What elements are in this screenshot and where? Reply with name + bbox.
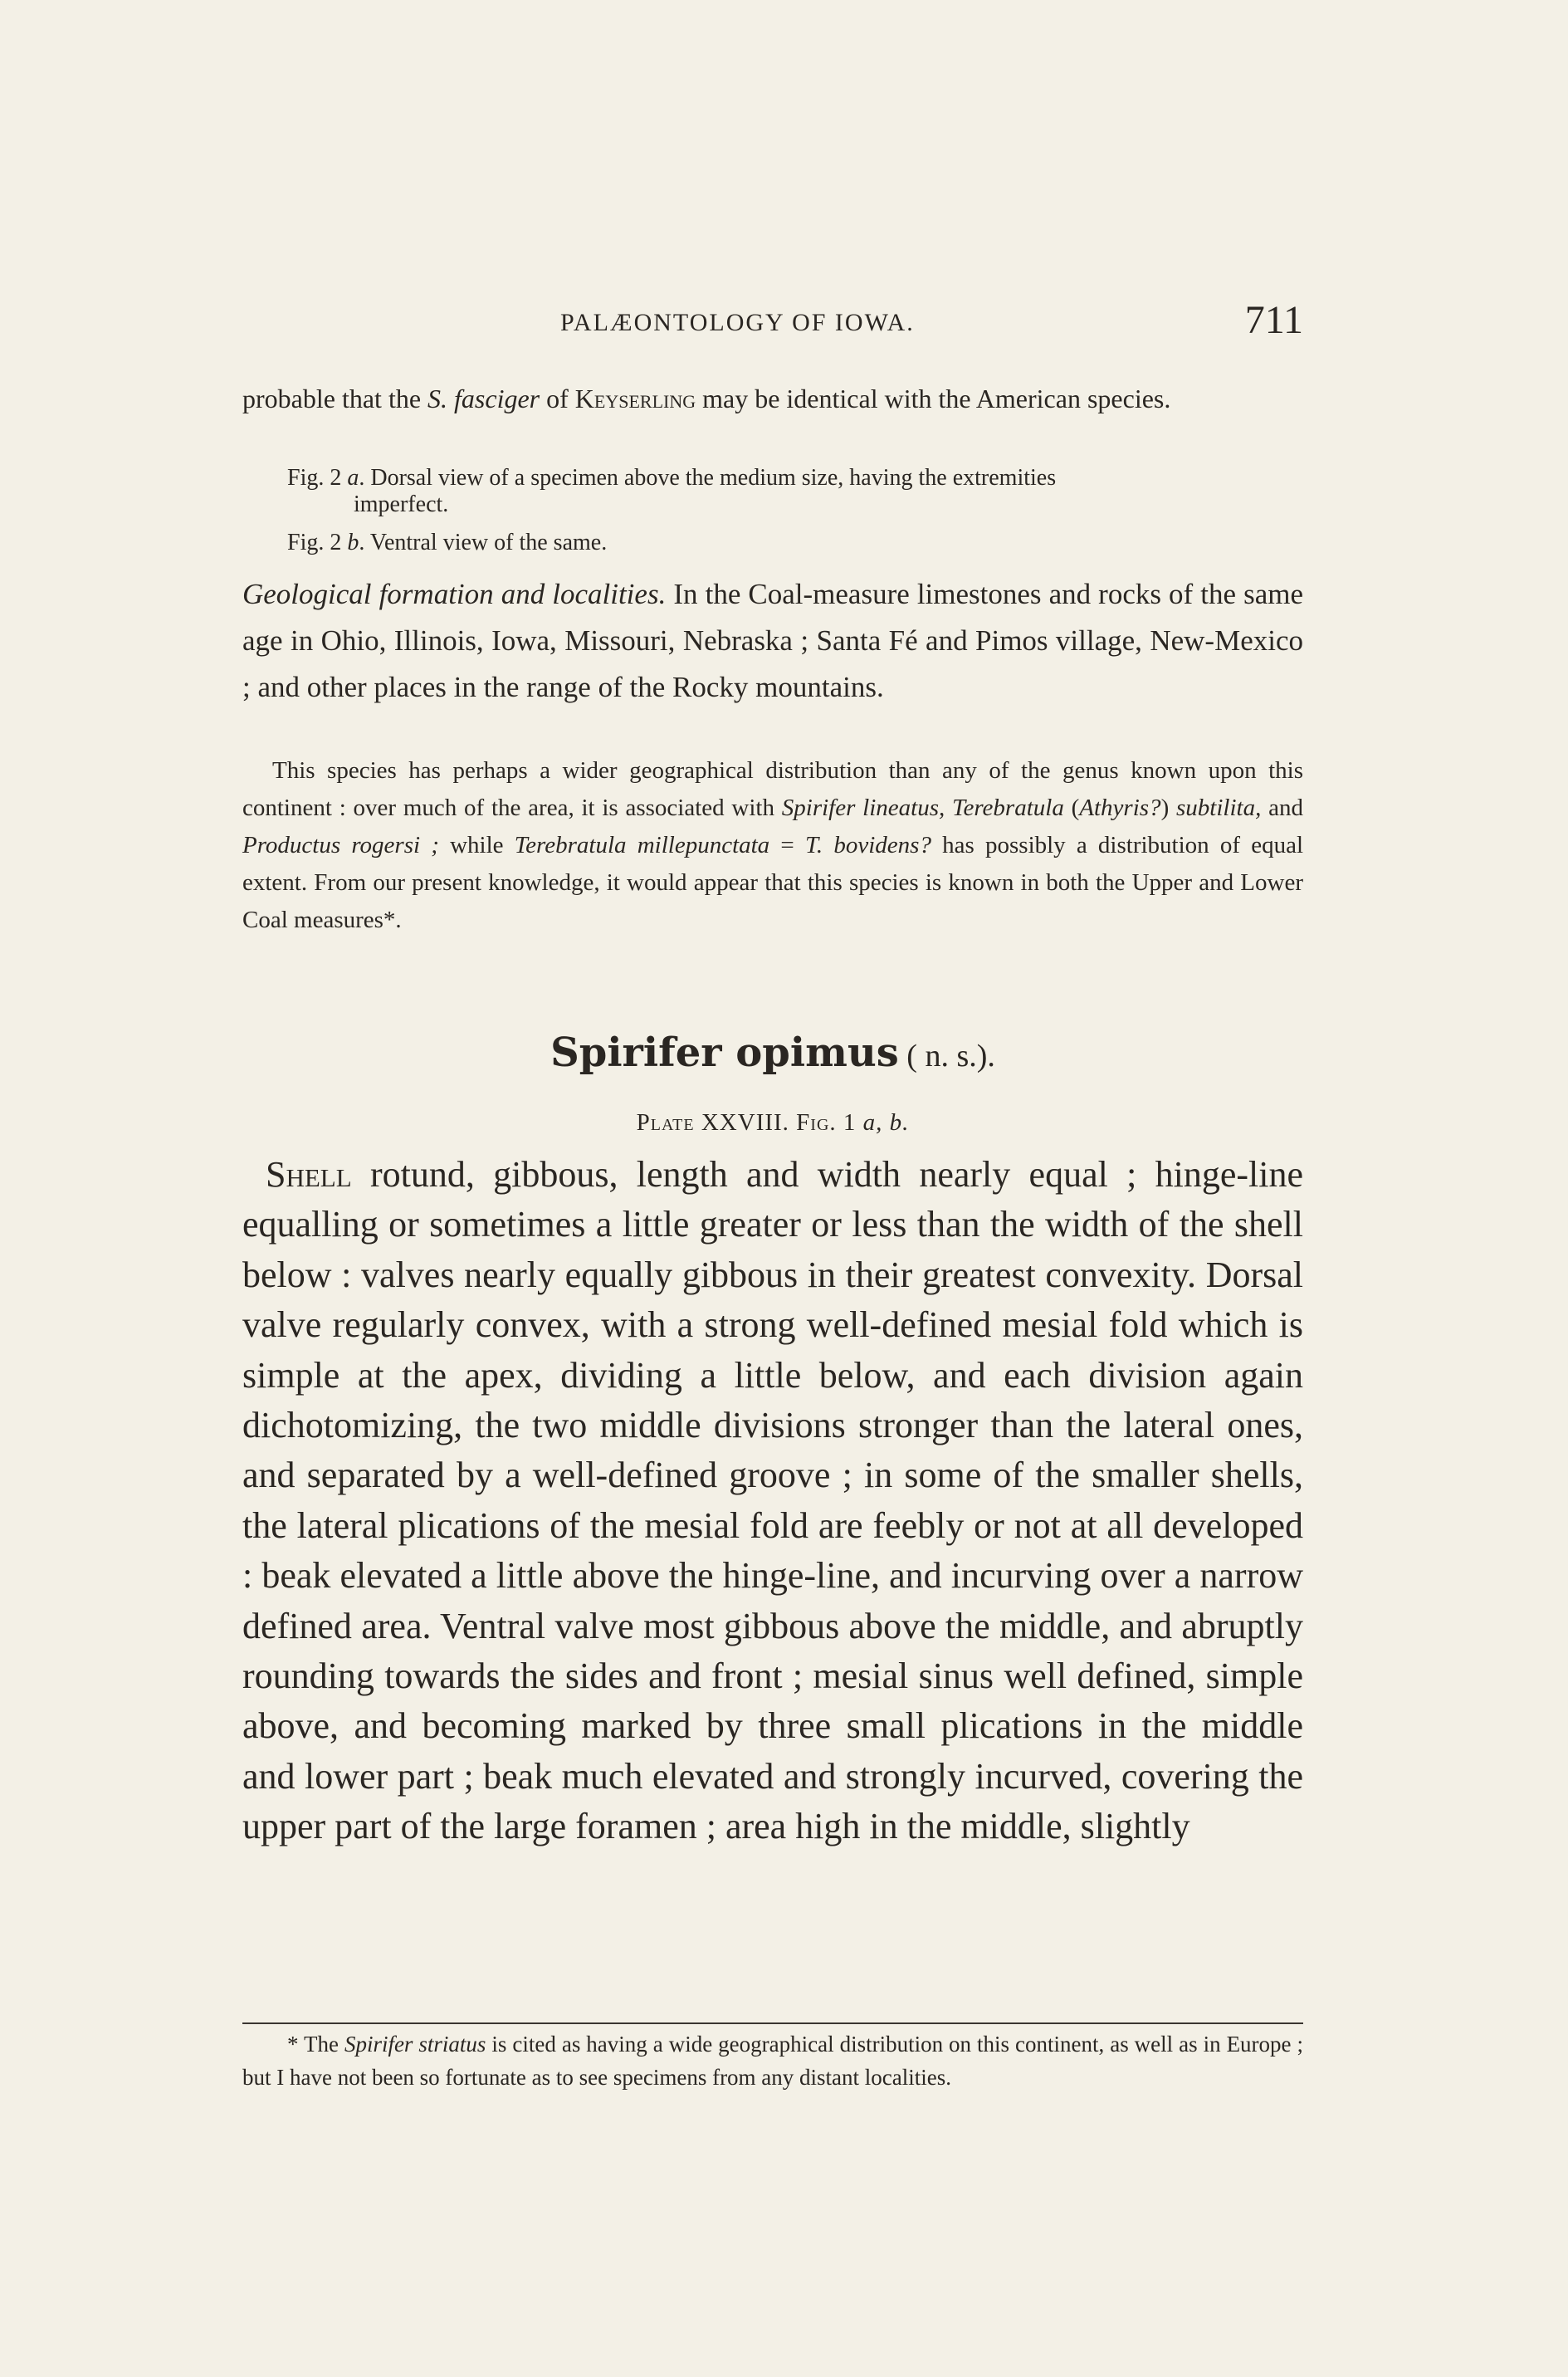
page-number: 711 <box>1244 298 1303 342</box>
species-name: Spirifer opimus <box>550 1030 899 1076</box>
running-title: PALÆONTOLOGY OF IOWA. <box>560 309 915 336</box>
species-title <box>242 1030 1303 1076</box>
figure-captions <box>242 465 1303 556</box>
plate-reference: Plate XXVIII. Fig. 1 a, b. <box>636 1109 910 1136</box>
running-head <box>242 297 1303 347</box>
figure-caption-2b: Fig. 2 b. Ventral view of the same. <box>287 530 608 555</box>
footnote: * The Spirifer striatus is cited as having a wide geographical distribution on this continent, as well as in Europe ; but I have not been so fortunate as to see specimens from any distant localities. <box>242 2032 1304 2090</box>
paragraph-continuation: probable that the S. fasciger of Keyserling may be identical with the American species. <box>242 384 1171 413</box>
figure-caption-2a: Fig. 2 a. Dorsal view of a specimen above the medium size, having the extremities imperfect. <box>287 465 1057 517</box>
footnote-rule <box>242 2022 1303 2024</box>
section-heading: Geological formation and localities. <box>242 578 667 610</box>
distribution-paragraph: This species has perhaps a wider geographical distribution than any of the genus known upon this continent : over much of the area, it is associated with Spirifer lineatus, Terebratula (Athyris?) subtilita, and Productus rogersi ; while Terebratula millepunctata = T. bovidens? has possibly a distribution of equal extent. From our present knowledge, it would appear that this species is known in both the Upper and Lower Coal measures*. <box>242 757 1303 933</box>
species-status: ( n. s.). <box>898 1039 995 1074</box>
geological-formation-paragraph: Geological formation and localities. In the Coal-measure limestones and rocks of the same age in Ohio, Illinois, Iowa, Missouri, Nebraska ; Santa Fé and Pimos village, New-Mexico ; and other places in the range of the Rocky mountains. <box>242 578 1303 703</box>
species-description: Shell rotund, gibbous, length and width nearly equal ; hinge-line equalling or sometimes a little greater or less than the width of the shell below : valves nearly equally gibbous in their greatest convexity. Dorsal valve regularly convex, with a strong well-defined mesial fold which is simple at the apex, dividing a little below, and each division again dichotomizing, the two middle divisions stronger than the lateral ones, and separated by a well-defined groove ; in some of the smaller shells, the lateral plications of the mesial fold are feebly or not at all developed : beak elevated a little above the hinge-line, and incurving over a narrow defined area. Ventral valve most gibbous above the middle, and abruptly rounding towards the sides and front ; mesial sinus well defined, simple above, and becoming marked by three small plications in the middle and lower part ; beak much elevated and strongly incurved, covering the upper part of the large foramen ; area high in the middle, slightly <box>242 1154 1303 1847</box>
